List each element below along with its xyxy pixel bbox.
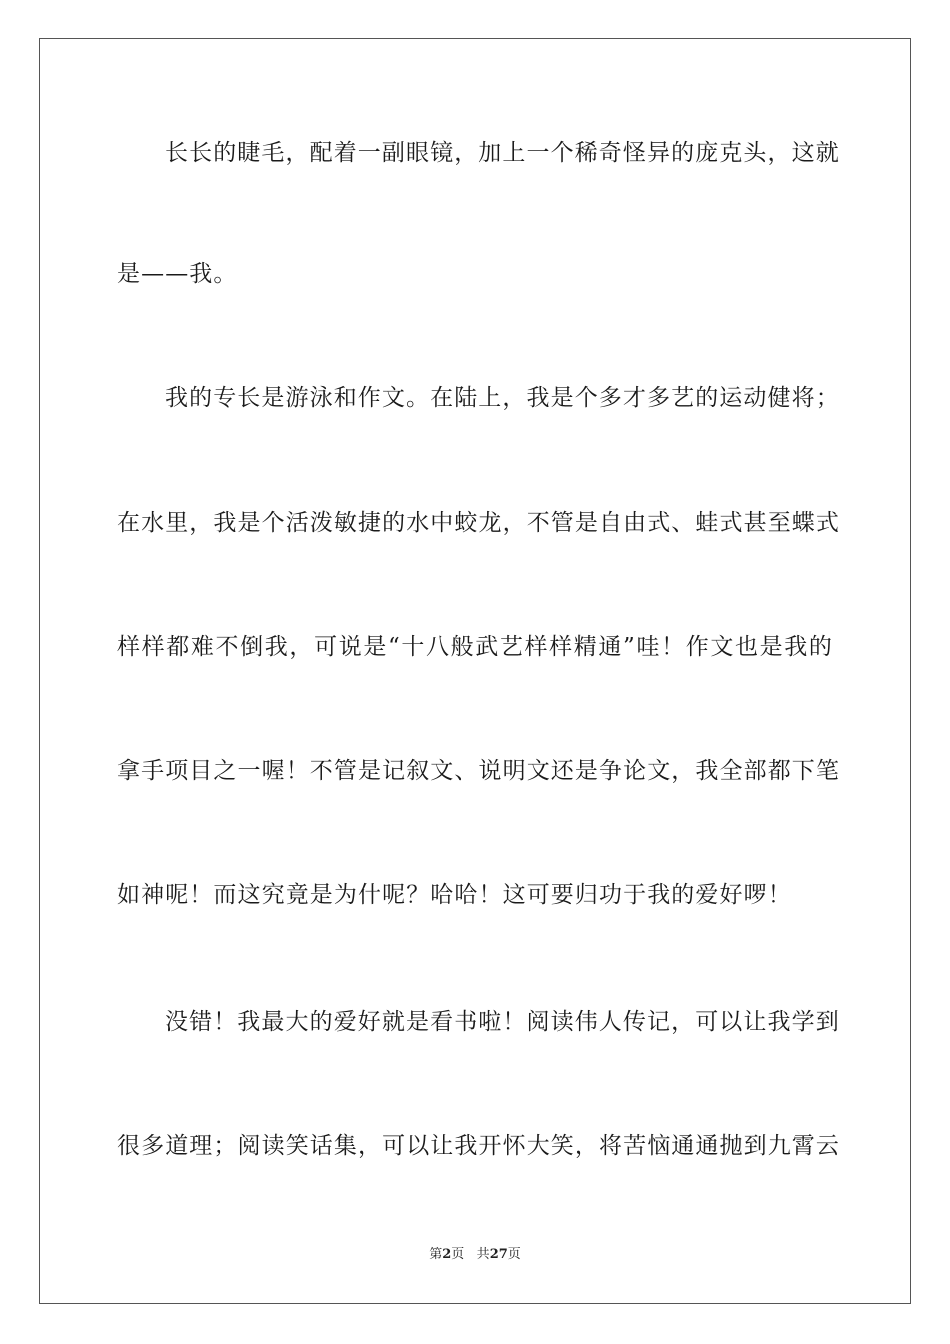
paragraph-line: 没错！我最大的爱好就是看书啦！阅读伟人传记，可以让我学到 [165,1009,840,1035]
paragraph-line: 样样都难不倒我，可说是“十八般武艺样样精通”哇！作文也是我的 [117,634,833,660]
total-prefix: 共 [476,1247,490,1262]
total-pages: 27 [489,1247,508,1262]
page-footer [0,1246,950,1264]
total-suffix: 页 [507,1247,521,1262]
paragraph-line: 长长的睫毛，配着一副眼镜，加上一个稀奇怪异的庞克头，这就 [165,140,840,166]
paragraph-line: 很多道理；阅读笑话集，可以让我开怀大笑，将苦恼通通抛到九霄云 [117,1133,840,1159]
paragraph-line: 我的专长是游泳和作文。在陆上，我是个多才多艺的运动健将； [165,385,840,411]
paragraph-line: 拿手项目之一喔！不管是记叙文、说明文还是争论文，我全部都下笔 [117,758,840,784]
page-suffix: 页 [451,1247,465,1262]
page-prefix: 第 [429,1247,443,1262]
paragraph-line: 是——我。 [117,261,238,287]
paragraph-line: 在水里，我是个活泼敏捷的水中蛟龙，不管是自由式、蛙式甚至蝶式 [117,510,840,536]
page-border [39,38,911,1304]
paragraph-line: 如神呢！而这究竟是为什呢？哈哈！这可要归功于我的爱好啰！ [117,882,792,908]
page-number: 2 [442,1247,452,1262]
